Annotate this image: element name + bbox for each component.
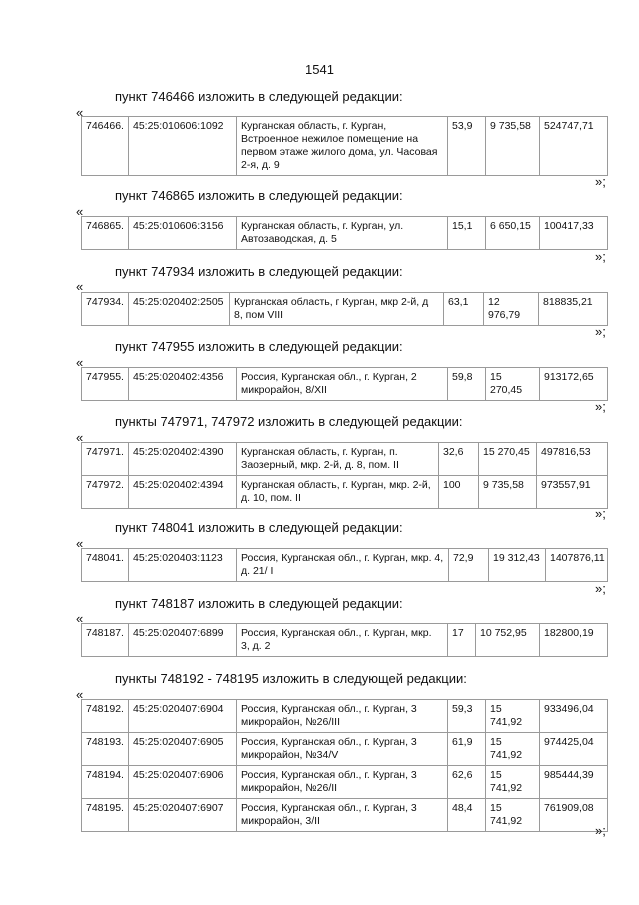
table-row <box>82 476 608 509</box>
cell-rate: 9 735,58 <box>479 476 537 509</box>
quote-open: « <box>76 204 84 219</box>
cell-value: 973557,91 <box>537 476 608 509</box>
cell-address: Курганская область, г. Курган, Встроенное нежилое помещение на первом этаже жилого дома, ул. Часовая 2-я, д. 9 <box>237 117 448 176</box>
cell-number: 747971. <box>82 443 129 476</box>
cell-value: 985444,39 <box>540 766 608 799</box>
cell-address: Курганская область, г Курган, мкр 2-й, д 8, пом VIII <box>230 293 444 326</box>
cell-rate: 15 270,45 <box>486 368 540 401</box>
cell-cadastral: 45:25:020403:1123 <box>129 549 237 582</box>
cell-area: 59,3 <box>448 700 486 733</box>
cell-cadastral: 45:25:020407:6899 <box>129 624 237 657</box>
cell-number: 748193. <box>82 733 129 766</box>
quote-close: »; <box>595 399 606 414</box>
section-heading: пункт 748041 изложить в следующей редакции: <box>115 520 403 535</box>
cell-address: Россия, Курганская обл., г. Курган, 3 микрорайон, 3/II <box>237 799 448 832</box>
quote-close: »; <box>595 249 606 264</box>
cell-value: 761909,08 <box>540 799 608 832</box>
cell-rate: 15 270,45 <box>479 443 537 476</box>
table-row <box>82 549 608 582</box>
cell-rate: 10 752,95 <box>476 624 540 657</box>
cell-address: Россия, Курганская обл., г. Курган, 3 микрорайон, №26/II <box>237 766 448 799</box>
cell-rate: 15 741,92 <box>486 733 540 766</box>
quote-open: « <box>76 430 84 445</box>
entry-table <box>81 292 608 326</box>
cell-address: Россия, Курганская обл., г. Курган, 3 микрорайон, №34/V <box>237 733 448 766</box>
section-heading: пункт 747934 изложить в следующей редакции: <box>115 264 403 279</box>
cell-value: 524747,71 <box>540 117 608 176</box>
cell-area: 15,1 <box>448 217 486 250</box>
cell-rate: 9 735,58 <box>486 117 540 176</box>
cell-rate: 15 741,92 <box>486 766 540 799</box>
entry-table <box>81 216 608 250</box>
entry-table <box>81 367 608 401</box>
cell-area: 63,1 <box>444 293 484 326</box>
cell-number: 748187. <box>82 624 129 657</box>
cell-area: 72,9 <box>449 549 489 582</box>
cell-value: 1407876,11 <box>546 549 608 582</box>
table-row <box>82 700 608 733</box>
cell-rate: 15 741,92 <box>486 799 540 832</box>
table-row <box>82 217 608 250</box>
table-row <box>82 733 608 766</box>
table-row <box>82 624 608 657</box>
quote-close: »; <box>595 823 606 838</box>
cell-cadastral: 45:25:010606:3156 <box>129 217 237 250</box>
cell-value: 913172,65 <box>540 368 608 401</box>
cell-area: 59,8 <box>448 368 486 401</box>
table-row <box>82 368 608 401</box>
quote-open: « <box>76 105 84 120</box>
cell-area: 62,6 <box>448 766 486 799</box>
cell-cadastral: 45:25:020407:6904 <box>129 700 237 733</box>
quote-open: « <box>76 279 84 294</box>
cell-value: 182800,19 <box>540 624 608 657</box>
cell-area: 17 <box>448 624 476 657</box>
cell-number: 746865. <box>82 217 129 250</box>
cell-value: 100417,33 <box>540 217 608 250</box>
cell-rate: 19 312,43 <box>489 549 546 582</box>
quote-close: »; <box>595 506 606 521</box>
cell-number: 747934. <box>82 293 129 326</box>
quote-open: « <box>76 355 84 370</box>
cell-cadastral: 45:25:020407:6906 <box>129 766 237 799</box>
cell-cadastral: 45:25:020407:6907 <box>129 799 237 832</box>
table-row <box>82 293 608 326</box>
section-heading: пункт 747955 изложить в следующей редакции: <box>115 339 403 354</box>
cell-rate: 6 650,15 <box>486 217 540 250</box>
cell-value: 497816,53 <box>537 443 608 476</box>
cell-address: Россия, Курганская обл., г. Курган, мкр. 3, д. 2 <box>237 624 448 657</box>
page-number: 1541 <box>305 62 334 77</box>
cell-area: 61,9 <box>448 733 486 766</box>
table-row <box>82 766 608 799</box>
entry-table <box>81 116 608 176</box>
cell-address: Курганская область, г. Курган, п. Заозерный, мкр. 2-й, д. 8, пом. II <box>237 443 439 476</box>
section-heading: пункты 748192 - 748195 изложить в следующей редакции: <box>115 671 467 686</box>
cell-area: 53,9 <box>448 117 486 176</box>
cell-number: 748192. <box>82 700 129 733</box>
cell-rate: 15 741,92 <box>486 700 540 733</box>
section-heading: пункт 748187 изложить в следующей редакции: <box>115 596 403 611</box>
cell-number: 746466. <box>82 117 129 176</box>
table-row <box>82 117 608 176</box>
section-heading: пункт 746466 изложить в следующей редакции: <box>115 89 403 104</box>
cell-number: 748195. <box>82 799 129 832</box>
section-heading: пункты 747971, 747972 изложить в следующей редакции: <box>115 414 463 429</box>
cell-cadastral: 45:25:020407:6905 <box>129 733 237 766</box>
cell-cadastral: 45:25:020402:4356 <box>129 368 237 401</box>
section-heading: пункт 746865 изложить в следующей редакции: <box>115 188 403 203</box>
cell-address: Курганская область, г. Курган, ул. Автозаводская, д. 5 <box>237 217 448 250</box>
cell-number: 748194. <box>82 766 129 799</box>
quote-close: »; <box>595 324 606 339</box>
quote-open: « <box>76 611 84 626</box>
table-row <box>82 443 608 476</box>
cell-cadastral: 45:25:020402:2505 <box>129 293 230 326</box>
cell-address: Курганская область, г. Курган, мкр. 2-й, д. 10, пом. II <box>237 476 439 509</box>
cell-area: 32,6 <box>439 443 479 476</box>
cell-area: 48,4 <box>448 799 486 832</box>
entry-table <box>81 548 608 582</box>
quote-open: « <box>76 536 84 551</box>
cell-cadastral: 45:25:020402:4390 <box>129 443 237 476</box>
entry-table <box>81 623 608 657</box>
entry-table <box>81 699 608 832</box>
cell-address: Россия, Курганская обл., г. Курган, 3 микрорайон, №26/III <box>237 700 448 733</box>
cell-rate: 12 976,79 <box>484 293 539 326</box>
cell-cadastral: 45:25:010606:1092 <box>129 117 237 176</box>
cell-value: 933496,04 <box>540 700 608 733</box>
cell-number: 748041. <box>82 549 129 582</box>
cell-number: 747955. <box>82 368 129 401</box>
cell-value: 818835,21 <box>539 293 608 326</box>
quote-close: »; <box>595 581 606 596</box>
entry-table <box>81 442 608 509</box>
quote-close: »; <box>595 174 606 189</box>
cell-cadastral: 45:25:020402:4394 <box>129 476 237 509</box>
cell-address: Россия, Курганская обл., г. Курган, мкр. 4, д. 21/ I <box>237 549 449 582</box>
table-row <box>82 799 608 832</box>
cell-value: 974425,04 <box>540 733 608 766</box>
quote-open: « <box>76 687 84 702</box>
cell-number: 747972. <box>82 476 129 509</box>
cell-area: 100 <box>439 476 479 509</box>
cell-address: Россия, Курганская обл., г. Курган, 2 микрорайон, 8/XII <box>237 368 448 401</box>
